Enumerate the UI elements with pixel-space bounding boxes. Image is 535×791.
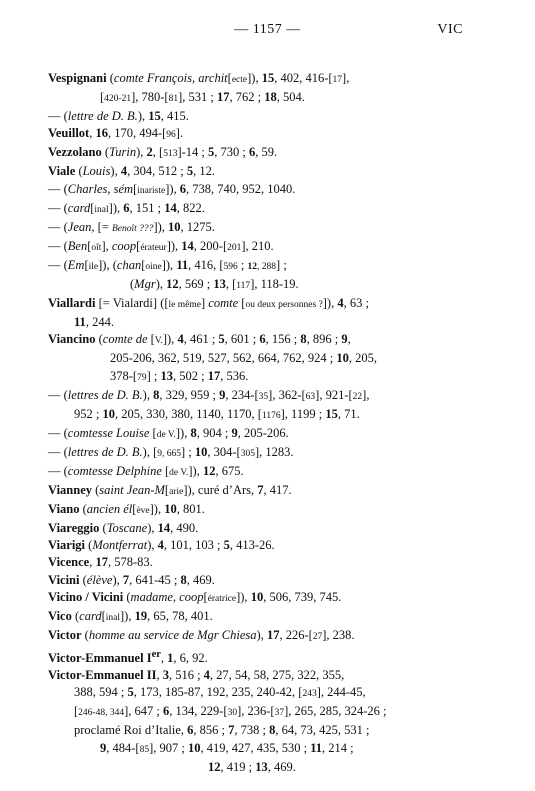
index-entry xyxy=(48,667,480,776)
index-entry xyxy=(48,125,480,144)
index-entry xyxy=(48,295,480,331)
index-entry-line: Viano (ancien él[ève]), 10, 801. xyxy=(48,502,205,517)
index-entry xyxy=(48,520,480,537)
index-entry-line: Vicino / Vicini (madame, coop[ératrice]), 10, 506, 739, 745. xyxy=(48,589,342,604)
index-entry xyxy=(48,646,480,667)
index-entry xyxy=(48,425,480,444)
index-entry-line: — (lettre de D. B.), 15, 415. xyxy=(48,109,189,124)
index-entry xyxy=(48,387,480,425)
index-entry-line: — (lettres de D. B.), 8, 329, 959 ; 9, 234-[35], 362-[63], 921-[22], xyxy=(48,387,370,402)
index-entry xyxy=(48,537,480,554)
index-entry xyxy=(48,238,480,257)
index-entry-line: 388, 594 ; 5, 173, 185-87, 192, 235, 240-42, [243], 244-45, xyxy=(74,685,366,700)
index-entry-line: proclamé Roi d’Italie, 6, 856 ; 7, 738 ; 8, 64, 73, 425, 531 ; xyxy=(74,723,370,738)
index-entry-line: — (card[inal]), 6, 151 ; 14, 822. xyxy=(48,200,205,215)
index-entry-line: Vicence, 17, 578-83. xyxy=(48,555,153,570)
index-entry-line: Victor (homme au service de Mgr Chiesa), 17, 226-[27], 238. xyxy=(48,627,355,642)
index-entry xyxy=(48,554,480,571)
index-entry-line: 9, 484-[85], 907 ; 10, 419, 427, 435, 530 ; 11, 214 ; xyxy=(100,740,354,755)
index-entry-line: Veuillot, 16, 170, 494-[96]. xyxy=(48,126,184,141)
index-entry xyxy=(48,257,480,295)
index-entry-line: Viarigi (Montferrat), 4, 101, 103 ; 5, 413-26. xyxy=(48,538,275,553)
index-entry xyxy=(48,108,480,125)
index-entry-line: 205-206, 362, 519, 527, 562, 664, 762, 924 ; 10, 205, xyxy=(110,351,378,366)
index-entry xyxy=(48,70,480,108)
index-entry xyxy=(48,219,480,238)
index-entry-line: — (comtesse Delphine [de V.]), 12, 675. xyxy=(48,463,244,478)
index-entry-line: 378-[79] ; 13, 502 ; 17, 536. xyxy=(110,368,249,383)
index-entry-line: Victor-Emmanuel Ier, 1, 6, 92. xyxy=(48,648,208,666)
index-entry-line: Viancino (comte de [V.]), 4, 461 ; 5, 601 ; 6, 156 ; 8, 896 ; 9, xyxy=(48,332,351,347)
index-entry xyxy=(48,627,480,646)
index-entry-line: Viale (Louis), 4, 304, 512 ; 5, 12. xyxy=(48,164,215,179)
index-entry-line: Vicini (élève), 7, 641-45 ; 8, 469. xyxy=(48,572,215,587)
index-entry-line: Vianney (saint Jean-M[arie]), curé d’Ars, 7, 417. xyxy=(48,483,292,498)
index-entry-line: Vezzolano (Turin), 2, [513]-14 ; 5, 730 ; 6, 59. xyxy=(48,145,278,160)
index-entry-line: 12, 419 ; 13, 469. xyxy=(208,759,296,774)
index-entry-line: [420-21], 780-[81], 531 ; 17, 762 ; 18, 504. xyxy=(100,90,305,105)
index-entry-line: — (lettres de D. B.), [9, 665] ; 10, 304-[305], 1283. xyxy=(48,444,294,459)
index-entry xyxy=(48,463,480,482)
running-head: VIC xyxy=(437,22,463,37)
index-entry xyxy=(48,200,480,219)
index-entry xyxy=(48,589,480,608)
index-entry xyxy=(48,608,480,627)
index-column xyxy=(48,70,480,776)
index-entry-line: — (Charles, sém[inariste]), 6, 738, 740, 952, 1040. xyxy=(48,181,296,196)
index-entry xyxy=(48,444,480,463)
index-entry-line: (Mgr), 12, 569 ; 13, [117], 118-19. xyxy=(130,277,299,292)
index-entry-line: — (Ben[oît], coop[érateur]), 14, 200-[201], 210. xyxy=(48,238,274,253)
index-entry xyxy=(48,144,480,163)
index-entry xyxy=(48,501,480,520)
index-entry xyxy=(48,181,480,200)
index-entry-line: — (Em[ile]), (chan[oine]), 11, 416, [596 ; 12, 288] ; xyxy=(48,257,287,272)
index-entry-line: 952 ; 10, 205, 330, 380, 1140, 1170, [1176], 1199 ; 15, 71. xyxy=(74,406,360,421)
index-entry xyxy=(48,572,480,589)
index-entry-line: — (Jean, [= Benoît ???]), 10, 1275. xyxy=(48,219,215,234)
index-entry-line: [246-48, 344], 647 ; 6, 134, 229-[30], 236-[37], 265, 285, 324-26 ; xyxy=(74,704,387,719)
index-entry xyxy=(48,331,480,386)
index-entry-line: Viareggio (Toscane), 14, 490. xyxy=(48,521,199,536)
index-entry-line: Vespignani (comte François, archit[ecte]), 15, 402, 416-[17], xyxy=(48,71,350,85)
index-entry-line: Viallardi [= Vialardi] ([le même] comte [ou deux personnes ?]), 4, 63 ; xyxy=(48,296,369,311)
index-entry-line: 11, 244. xyxy=(74,315,114,330)
index-entry-line: Vico (card[inal]), 19, 65, 78, 401. xyxy=(48,608,213,623)
page-number: — 1157 — xyxy=(234,22,301,37)
index-entry xyxy=(48,482,480,501)
index-entry-line: — (comtesse Louise [de V.]), 8, 904 ; 9, 205-206. xyxy=(48,425,289,440)
index-entry-line: Victor-Emmanuel II, 3, 516 ; 4, 27, 54, 58, 275, 322, 355, xyxy=(48,668,345,683)
index-entry xyxy=(48,163,480,180)
